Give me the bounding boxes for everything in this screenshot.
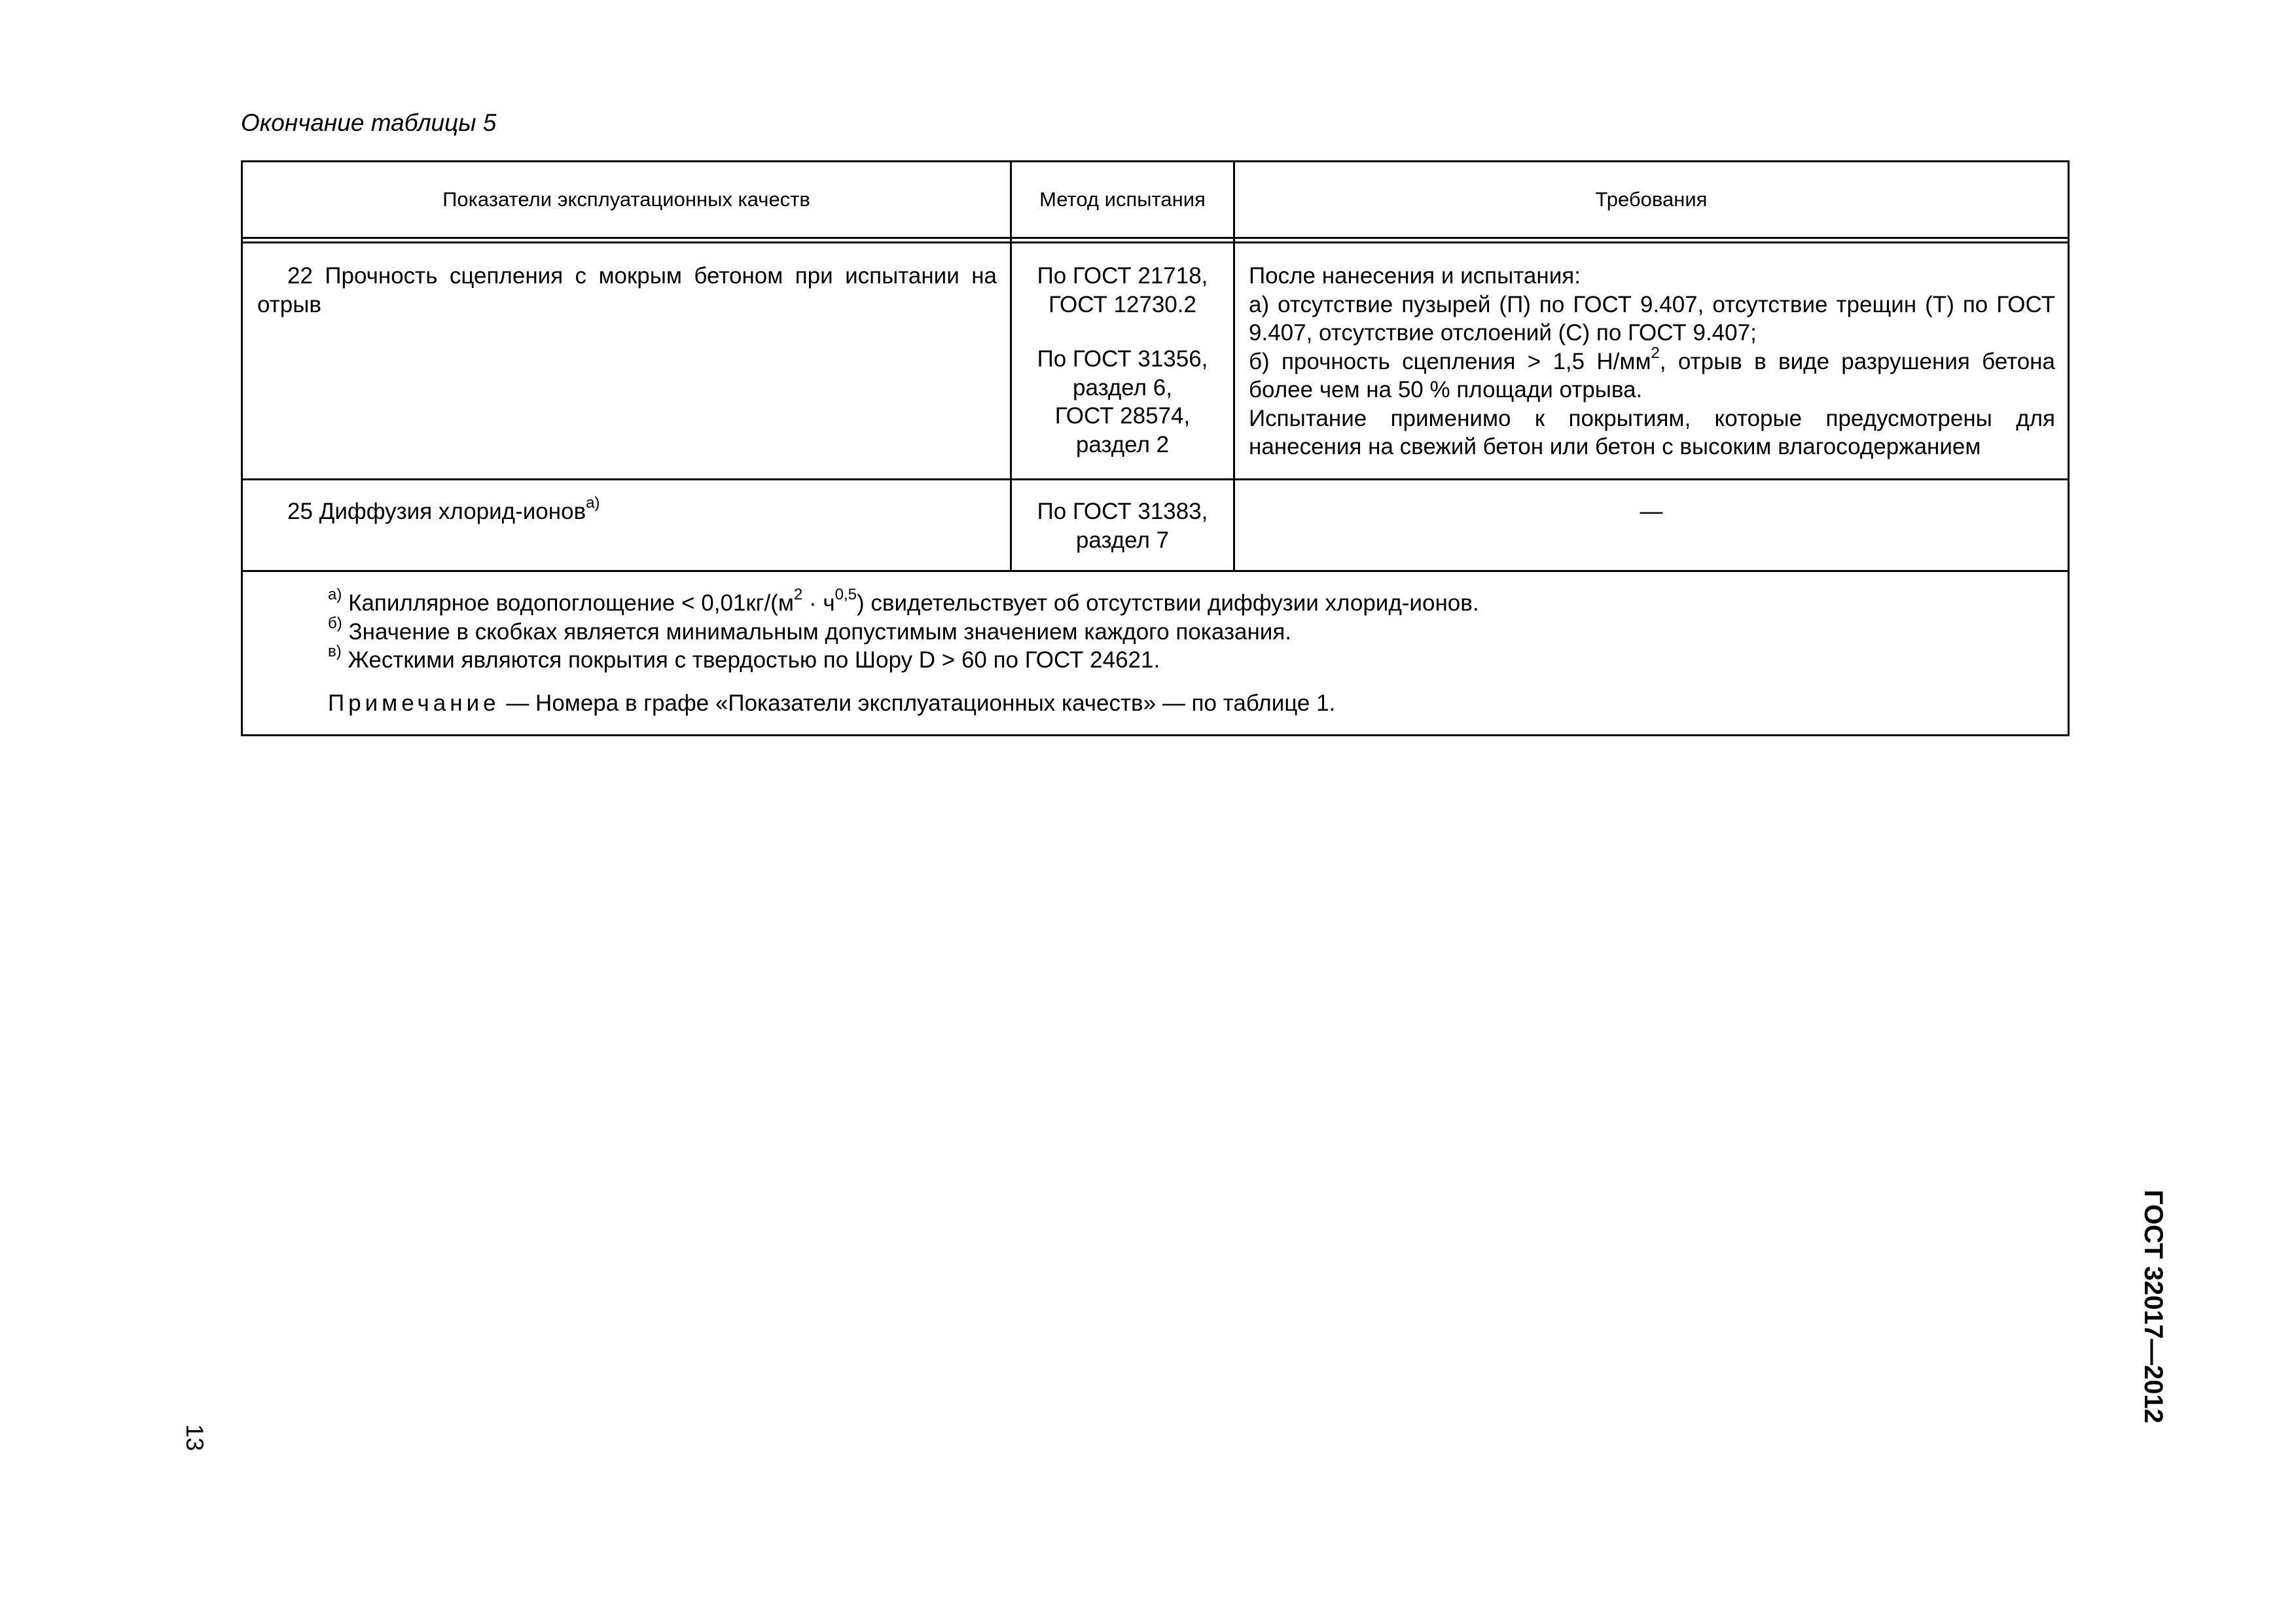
row-separator — [243, 478, 2068, 480]
row-22-method — [1012, 262, 1233, 459]
method-line: раздел 2 — [1075, 431, 1170, 457]
header-method: Метод испытания — [1039, 188, 1206, 211]
row-separator — [243, 570, 2068, 572]
document-code: ГОСТ 32017—2012 — [2139, 1190, 2168, 1423]
method-line: ГОСТ 28574, — [1054, 403, 1191, 429]
method-line: раздел 6, — [1073, 374, 1172, 401]
footnote-b: $^{б)}$ Значение в скобках является минимальным допустимым значением каждого показания. — [328, 614, 1292, 645]
table-5-continuation — [241, 160, 2070, 736]
header-requirements: Требования — [1595, 188, 1708, 211]
row-25-indicator: 25 Диффузия хлорид-ионов$^{а)}$ — [287, 494, 600, 524]
header-rule — [243, 241, 2068, 243]
row-22-indicator: 22 Прочность сцепления с мокрым бетоном при испытании на отрыв — [257, 263, 997, 317]
requirements-intro: После нанесения и испытания: — [1249, 263, 1581, 289]
note-label: Примечание — [328, 690, 500, 716]
table-caption: Окончание таблицы 5 — [241, 109, 497, 136]
row-25-requirements: — — [1640, 499, 1663, 524]
method-line: раздел 7 — [1075, 527, 1170, 553]
footnote-a: $^{а)}$ Капиллярное водопоглощение < $0,01кг/(м^2 \cdot ч^{0,5})$ свидетельствует об отсутствии диффузии хлорид-ионов. — [328, 586, 1479, 616]
header-rule — [243, 237, 2068, 239]
footnote-c: $^{в)}$ Жесткими являются покрытия с твердостью по Шору D > 60 по ГОСТ 24621. — [328, 643, 1160, 673]
requirement-a: а) отсутствие пузырей (П) по ГОСТ 9.407, отсутствие трещин (Т) по ГОСТ 9.407, отсутствие отслоений (С) по ГОСТ 9.407; — [1249, 291, 2055, 346]
table-note: Примечание — Номера в графе «Показатели эксплуатационных качеств» — по таблице 1. — [328, 690, 1336, 716]
header-indicator: Показатели эксплуатационных качеств — [442, 188, 810, 211]
row-25-method — [1012, 497, 1233, 554]
method-line: По ГОСТ 31383, — [1037, 499, 1208, 524]
row-22-requirements — [1249, 262, 2055, 461]
method-line: По ГОСТ 31356, — [1037, 346, 1208, 372]
requirement-note: Испытание применимо к покрытиям, которые предусмотрены для нанесения на свежий бетон или бетон с высоким влагосодержанием — [1249, 405, 2055, 459]
method-line: ГОСТ 12730.2 — [1049, 291, 1196, 317]
footnotes — [328, 586, 2056, 717]
page-number: 13 — [181, 1424, 208, 1452]
method-line: По ГОСТ 21718, — [1037, 263, 1208, 289]
requirement-b: б) прочность сцепления > 1,5 $Н/мм^2$, отрыв в виде разрушения бетона более чем на 50 % площади отрыва. — [1249, 344, 2055, 402]
